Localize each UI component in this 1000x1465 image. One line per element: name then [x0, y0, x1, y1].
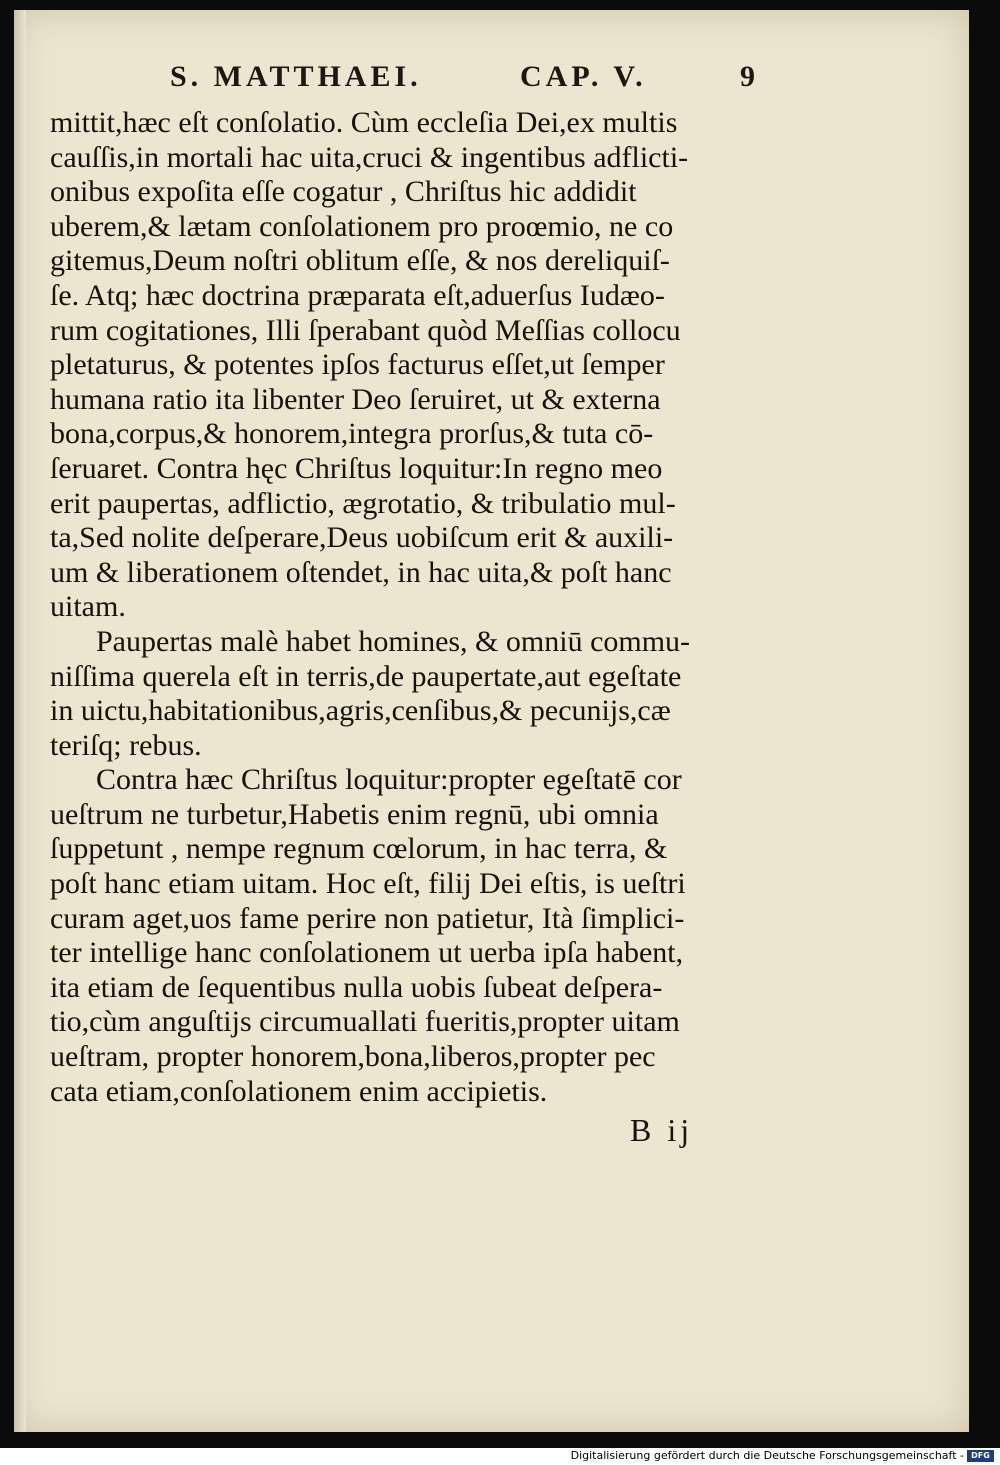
text-line: ſe. Atq; hæc doctrina præparata eſt,aduerſus Iudæo-: [50, 278, 665, 312]
text-line: humana ratio ita libenter Deo ſeruiret, ut & externa: [50, 382, 661, 416]
dfg-logo-icon: DFG: [967, 1450, 994, 1462]
text-line: cata etiam,conſolationem enim accipietis.: [50, 1074, 548, 1108]
text-line: ueſtram, propter honorem,bona,liberos,propter pec: [50, 1040, 656, 1074]
text-line: pletaturus, & potentes ipſos facturus eſſet,ut ſemper: [50, 348, 665, 382]
text-line: niſſima querela eſt in terris,de paupertate,aut egeſtate: [50, 659, 682, 693]
text-line: gitemus,Deum noſtri oblitum eſſe, & nos dereliquiſ-: [50, 244, 670, 278]
text-line: ueſtrum ne turbetur,Habetis enim regnū, ubi omnia: [50, 797, 659, 831]
text-line: bona,corpus,& honorem,integra prorſus,& tuta cō-: [50, 417, 654, 451]
text-line: erit paupertas, adflictio, ægrotatio, & tribulatio mul-: [50, 486, 676, 520]
running-head-chapter: CAP. V.: [520, 60, 647, 93]
folio-number: 9: [740, 60, 759, 93]
text-line: rum cogitationes, Illi ſperabant quòd Meſſias collocu: [50, 313, 681, 347]
text-line: curam aget,uos fame perire non patietur, Ità ſimplici-: [50, 901, 685, 935]
text-line: cauſſis,in mortali hac uita,cruci & ingentibus adflicti-: [50, 140, 689, 174]
text-line: in uictu,habitationibus,agris,cenſibus,& pecunijs,cæ: [50, 694, 671, 728]
text-line: ſuppetunt , nempe regnum cœlorum, in hac terra, &: [50, 832, 668, 866]
text-line: um & liberationem oſtendet, in hac uita,& poſt hanc: [50, 555, 672, 589]
text-line: ſeruaret. Contra hęc Chriſtus loquitur:In regno meo: [50, 451, 663, 485]
text-line: teriſq; rebus.: [50, 728, 202, 762]
body-text: [50, 106, 760, 1109]
text-line: poſt hanc etiam uitam. Hoc eſt, filij Dei eſtis, is ueſtri: [50, 867, 686, 901]
text-line: tio,cùm anguſtijs circumuallati fueritis,propter uitam: [50, 1005, 680, 1039]
running-head-title: S. MATTHAEI.: [170, 60, 422, 93]
text-line: uitam.: [50, 590, 126, 624]
text-line: mittit,hæc eſt conſolatio. Cùm eccleſia Dei,ex multis: [50, 106, 678, 139]
text-line: uberem,& lætam conſolationem pro proœmio, ne co: [50, 209, 674, 243]
text-line: ter intellige hanc conſolationem ut uerba ipſa habent,: [50, 936, 684, 970]
signature-mark: B ij: [630, 1112, 694, 1148]
running-head: [170, 60, 770, 104]
text-line: Paupertas malè habet homines, & omniū commu-: [96, 624, 691, 658]
text-line: ita etiam de ſequentibus nulla uobis ſubeat deſpera-: [50, 970, 663, 1004]
text-line: onibus expoſita eſſe cogatur , Chriſtus hic addidit: [50, 175, 637, 209]
page-gutter-shadow: [14, 10, 26, 1432]
text-line: ta,Sed nolite deſperare,Deus uobiſcum erit & auxili-: [50, 521, 674, 555]
text-line: Contra hæc Chriſtus loquitur:propter egeſtatē cor: [96, 763, 682, 797]
digitization-footer: [0, 1448, 1000, 1465]
footer-credit: Digitalisierung gefördert durch die Deutsche Forschungsgemeinschaft -: [570, 1449, 964, 1462]
